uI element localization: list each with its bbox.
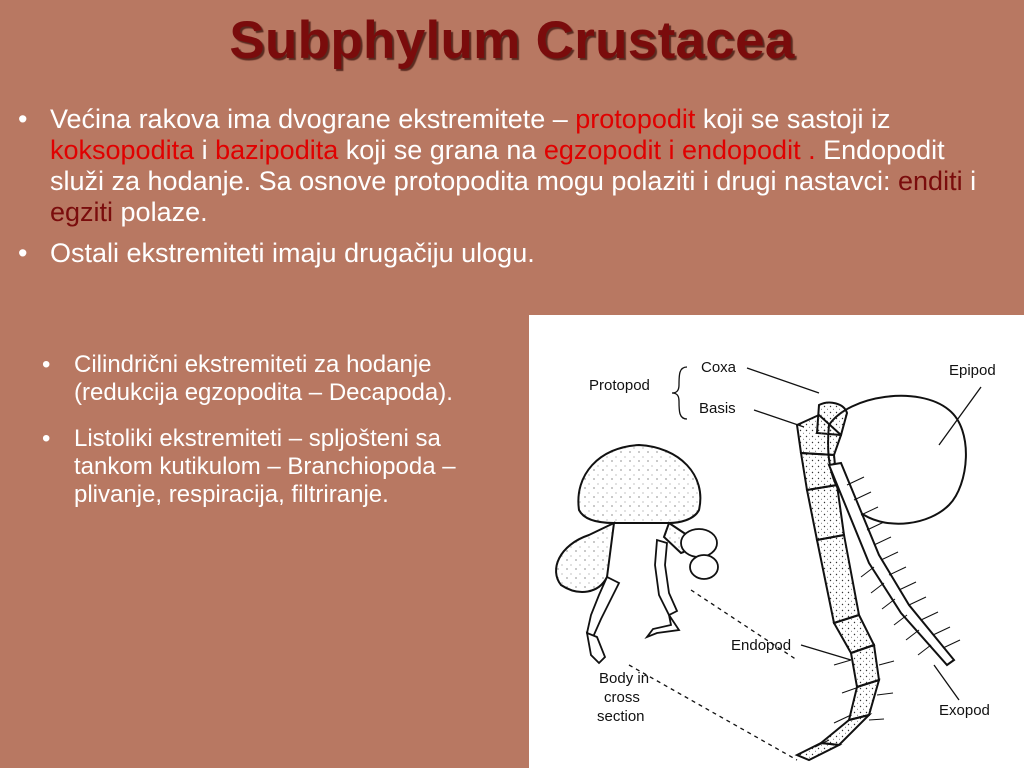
label-epipod: Epipod — [949, 362, 996, 379]
term-koksopodita: koksopodita — [50, 135, 195, 165]
bullet-text: koji se grana na — [338, 135, 544, 165]
bullet-text: i — [962, 166, 977, 196]
top-bullet-2 — [50, 238, 1000, 269]
label-basis: Basis — [699, 400, 736, 417]
top-bullet-1 — [50, 104, 1000, 228]
bullet-text: Ostali ekstremiteti imaju drugačiju ulogu. — [50, 238, 535, 268]
slide-title: Subphylum Crustacea — [229, 11, 795, 70]
appendage-diagram-svg — [529, 315, 1024, 768]
body-cross-section — [556, 445, 700, 592]
label-body-cross-3: section — [597, 708, 645, 725]
bullet-text: koji se sastoji iz — [695, 104, 891, 134]
label-body-cross-1: Body in — [599, 670, 650, 687]
label-exopod: Exopod — [939, 702, 990, 719]
term-egzopodit-endopodit: egzopodit i endopodit . — [543, 135, 816, 165]
label-body-cross-2: cross — [604, 689, 640, 706]
left-bullet-list — [74, 351, 484, 527]
bullet-text: Endopodit služi za hodanje. Sa osnove protopodita mogu polaziti i drugi nastavci: — [50, 135, 945, 196]
label-endopod: Endopod — [731, 637, 792, 654]
label-coxa: Coxa — [701, 359, 737, 376]
bullet-text: i — [194, 135, 216, 165]
term-protopodit: protopodit — [575, 104, 696, 134]
left-bullet-2: • Listoliki ekstremiteti – spljošteni sa tankom kutikulom – Branchiopoda – plivanje, respiracija, filtriranje. — [74, 425, 484, 509]
appendage-diagram — [529, 315, 1024, 768]
bullet-text: polaze. — [113, 197, 208, 227]
term-enditi: enditi — [898, 166, 963, 196]
label-protopod: Protopod — [589, 377, 650, 394]
top-bullet-list — [50, 104, 1000, 279]
left-bullet-1: • Cilindrični ekstremiteti za hodanje (redukcija egzopodita – Decapoda). — [74, 351, 484, 407]
bullet-text: Većina rakova ima dvograne ekstremitete – — [50, 104, 576, 134]
term-bazipodita: bazipodita — [215, 135, 339, 165]
term-egziti: egziti — [50, 197, 114, 227]
